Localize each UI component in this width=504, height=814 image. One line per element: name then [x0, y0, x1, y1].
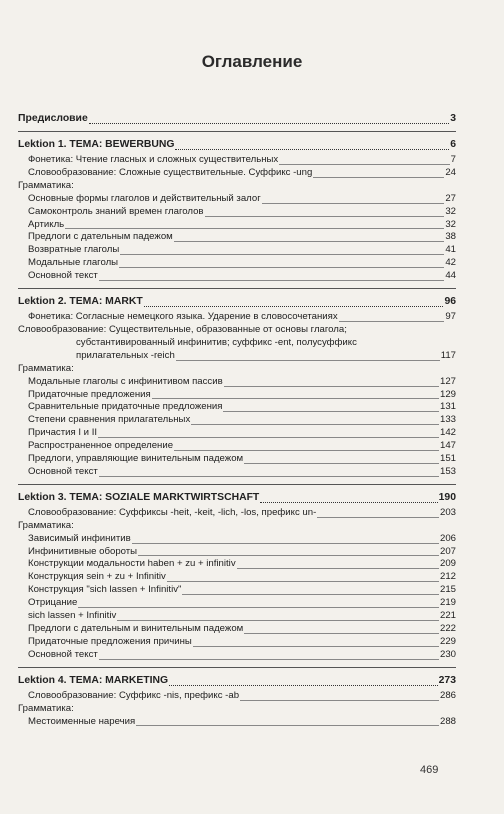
dot-leader: [99, 273, 445, 281]
lesson-section: [18, 295, 456, 485]
toc-entry[interactable]: [18, 610, 456, 623]
lesson-section: [18, 491, 456, 668]
section-divider: [18, 667, 456, 668]
toc-entry-page: 133: [439, 414, 456, 426]
page-number: 469: [420, 764, 439, 776]
toc-entry-label: Словообразование: Существительные, образованные от основы глагола;: [18, 323, 347, 335]
toc-entry-label: Словообразование: Суффикс -nis, префикс -ab: [28, 689, 240, 701]
toc-entry[interactable]: [18, 558, 456, 571]
dot-leader: [244, 626, 439, 634]
toc-entry-page: 221: [439, 610, 456, 622]
toc-entry-label: Конструкция "sich lassen + Infinitiv": [28, 584, 182, 596]
toc-entry-label: Фонетика: Согласные немецкого языка. Ударение в словосочетаниях: [28, 311, 338, 323]
toc-entry[interactable]: [18, 440, 456, 453]
dot-leader: [65, 221, 444, 229]
toc-subheading[interactable]: [18, 520, 456, 533]
toc-entry-label: Степени сравнения прилагательных: [28, 414, 191, 426]
toc-entry-label: Возвратные глаголы: [28, 244, 120, 256]
toc-entry[interactable]: [18, 636, 456, 649]
lesson-heading-page: 6: [450, 139, 456, 150]
dot-leader: [182, 587, 439, 595]
toc-entry-label: Словообразование: Сложные существительные. Суффикс -ung: [28, 166, 313, 178]
dot-leader: [205, 209, 445, 217]
toc-entry-page: 206: [439, 532, 456, 544]
toc-entry-label: Причастия I и II: [28, 427, 98, 439]
lesson-heading[interactable]: [18, 295, 456, 309]
toc-entry-page: 32: [445, 205, 456, 217]
toc-entry-page: 27: [445, 192, 456, 204]
toc-entry-label: Словообразование: Суффиксы -heit, -keit, -lich, -los, префикс un-: [28, 506, 317, 518]
dot-leader: [98, 430, 439, 438]
dot-leader: [174, 443, 439, 451]
toc-entry-label: Грамматика:: [18, 362, 74, 374]
toc-entry-label: Придаточные предложения причины: [28, 635, 192, 647]
toc-entry-page: 147: [439, 440, 456, 452]
dot-leader: [193, 639, 439, 647]
toc-entry[interactable]: [18, 716, 456, 729]
toc-entry-label: Предлоги с дательным и винительным падежом: [28, 623, 244, 634]
toc-entry-label: Артикль: [28, 218, 65, 230]
dot-leader: [175, 142, 449, 150]
dot-leader: [99, 652, 439, 660]
toc-entry[interactable]: [18, 167, 456, 180]
toc-entry[interactable]: [18, 389, 456, 402]
toc-entry[interactable]: [18, 376, 456, 389]
dot-leader: [191, 417, 439, 425]
dot-leader: [152, 391, 439, 399]
toc-subheading[interactable]: [18, 363, 456, 376]
toc-entry-continuation[interactable]: [18, 337, 456, 350]
toc-entry-preface[interactable]: [18, 112, 456, 126]
toc-entry-page: 3: [450, 113, 456, 124]
toc-entry-label: Предлоги, управляющие винительным падежом: [28, 453, 244, 465]
dot-leader: [138, 548, 439, 556]
lesson-heading-label: Lektion 3. TEMA: SOZIALE MARKTWIRTSCHAFT: [18, 491, 260, 503]
toc-entry[interactable]: [18, 206, 456, 219]
toc-entry-label: Местоименные наречия: [28, 715, 136, 727]
toc-entry-page: 7: [450, 154, 456, 165]
dot-leader: [78, 600, 439, 608]
dot-leader: [224, 379, 439, 387]
toc-entry-label: Основной текст: [28, 270, 98, 282]
toc-entry-page: 203: [439, 506, 456, 518]
toc-entry-page: 24: [445, 166, 456, 178]
toc-entry-label: Предисловие: [18, 113, 88, 124]
toc-entry-page: 153: [439, 465, 456, 477]
dot-leader: [132, 536, 439, 544]
toc-entry-page: 207: [439, 545, 456, 557]
dot-leader: [119, 260, 444, 268]
dot-leader: [223, 404, 439, 412]
dot-leader: [144, 299, 444, 307]
dot-leader: [313, 170, 444, 178]
dot-leader: [174, 234, 445, 242]
toc-entry-page: 212: [439, 571, 456, 583]
dot-leader: [169, 678, 438, 686]
lesson-heading-page: 96: [444, 296, 456, 308]
toc-entry[interactable]: [18, 690, 456, 703]
toc-entry[interactable]: [18, 466, 456, 479]
toc-entry[interactable]: [18, 244, 456, 257]
dot-leader: [136, 718, 439, 726]
toc-entry-label: прилагательных -reich: [76, 349, 175, 361]
toc-entry[interactable]: [18, 311, 456, 324]
lesson-heading[interactable]: [18, 138, 456, 152]
toc-entry[interactable]: [18, 453, 456, 466]
dot-leader: [339, 314, 445, 322]
toc-entry-label: Модальные глаголы с инфинитивом пассив: [28, 375, 223, 387]
lesson-heading-label: Lektion 2. TEMA: MARKT: [18, 296, 143, 308]
toc-entry-label: Основные формы глаголов и действительный залог: [28, 192, 261, 204]
toc-subheading[interactable]: [18, 703, 456, 716]
toc-entry[interactable]: [18, 571, 456, 584]
toc-entry[interactable]: [18, 546, 456, 559]
toc-entry[interactable]: [18, 193, 456, 206]
toc-entry-label: Отрицание: [28, 597, 78, 609]
toc-subheading[interactable]: [18, 180, 456, 193]
toc-entry-page: 32: [445, 218, 456, 230]
section-divider: [18, 131, 456, 132]
toc-entry[interactable]: [18, 231, 456, 244]
lesson-section: [18, 674, 456, 729]
toc-entry[interactable]: [18, 270, 456, 283]
lesson-heading-label: Lektion 1. TEMA: BEWERBUNG: [18, 139, 175, 150]
toc-entry-page: 209: [439, 558, 456, 570]
dot-leader: [262, 196, 445, 204]
toc-entry[interactable]: [18, 649, 456, 662]
toc-subheading[interactable]: [18, 324, 456, 337]
toc-entry[interactable]: [18, 154, 456, 167]
lesson-list: [18, 138, 456, 728]
dot-leader: [317, 510, 439, 518]
toc-entry-label: Фонетика: Чтение гласных и сложных существительных: [28, 154, 279, 165]
dot-leader: [237, 561, 439, 569]
toc-entry-label: субстантивированный инфинитив; суффикс -ent, полусуффикс: [76, 336, 357, 348]
toc-entry-label: Конструкции модальности haben + zu + infinitiv: [28, 558, 236, 570]
toc-entry-label: Грамматика:: [18, 702, 74, 714]
toc-entry-label: Конструкция sein + zu + Infinitiv: [28, 571, 166, 583]
toc-entry-page: 127: [439, 375, 456, 387]
toc-entry[interactable]: [18, 257, 456, 270]
toc-entry-label: Модальные глаголы: [28, 257, 119, 269]
lesson-heading-page: 190: [438, 491, 456, 503]
toc-entry-page: 97: [445, 311, 456, 323]
page-title: Оглавление: [201, 52, 303, 71]
toc-entry[interactable]: [18, 414, 456, 427]
toc-entry-page: 131: [439, 401, 456, 413]
toc-entry-page: 219: [439, 597, 456, 609]
toc-entry[interactable]: [18, 219, 456, 232]
toc-entry-label: Распространенное определение: [28, 440, 174, 452]
toc-entry-label: Предлоги с дательным падежом: [28, 231, 173, 243]
toc-entry[interactable]: [18, 623, 456, 636]
toc-entry-page: 151: [439, 453, 456, 465]
toc-entry[interactable]: [18, 533, 456, 546]
dot-leader: [260, 495, 437, 503]
toc-entry-page: 41: [445, 244, 456, 256]
toc-entry-page: 129: [439, 388, 456, 400]
dot-leader: [279, 157, 449, 165]
toc-entry-page: 142: [439, 427, 456, 439]
dot-leader: [99, 469, 439, 477]
toc-entry-page: 230: [439, 648, 456, 660]
dot-leader: [244, 456, 439, 464]
toc-entry-label: Самоконтроль знаний времен глаголов: [28, 205, 204, 217]
toc-entry-page: 38: [445, 231, 456, 243]
section-divider: [18, 288, 456, 289]
toc-entry-continuation[interactable]: [18, 350, 456, 363]
dot-leader: [167, 574, 439, 582]
lesson-heading-label: Lektion 4. TEMA: MARKETING: [18, 674, 169, 686]
toc-entry-page: 222: [439, 623, 456, 634]
table-of-contents: [18, 112, 456, 728]
toc-entry-page: 42: [445, 257, 456, 269]
toc-entry[interactable]: [18, 597, 456, 610]
toc-entry-page: 229: [439, 635, 456, 647]
lesson-section: [18, 138, 456, 289]
lesson-heading-page: 273: [438, 674, 456, 686]
dot-leader: [240, 693, 439, 701]
toc-entry-page: 288: [439, 715, 456, 727]
toc-entry-label: Инфинитивные обороты: [28, 545, 138, 557]
dot-leader: [120, 247, 444, 255]
toc-entry-page: 215: [439, 584, 456, 596]
lesson-heading[interactable]: [18, 674, 456, 688]
lesson-heading[interactable]: [18, 491, 456, 505]
toc-entry-page: 117: [440, 349, 456, 361]
toc-entry-page: 286: [439, 689, 456, 701]
toc-entry[interactable]: [18, 401, 456, 414]
toc-entry-label: Грамматика:: [18, 179, 74, 191]
toc-entry-label: sich lassen + Infinitiv: [28, 610, 117, 622]
toc-entry[interactable]: [18, 427, 456, 440]
toc-entry-label: Грамматика:: [18, 519, 74, 531]
toc-entry-page: 44: [445, 270, 456, 282]
toc-entry-label: Зависимый инфинитив: [28, 532, 131, 544]
toc-entry[interactable]: [18, 584, 456, 597]
toc-entry[interactable]: [18, 507, 456, 520]
toc-entry-label: Сравнительные придаточные предложения: [28, 401, 223, 413]
toc-entry-label: Придаточные предложения: [28, 388, 151, 400]
dot-leader: [176, 353, 440, 361]
section-divider: [18, 484, 456, 485]
toc-entry-label: Основной текст: [28, 648, 98, 660]
toc-entry-label: Основной текст: [28, 465, 98, 477]
dot-leader: [117, 613, 439, 621]
dot-leader: [89, 116, 449, 124]
